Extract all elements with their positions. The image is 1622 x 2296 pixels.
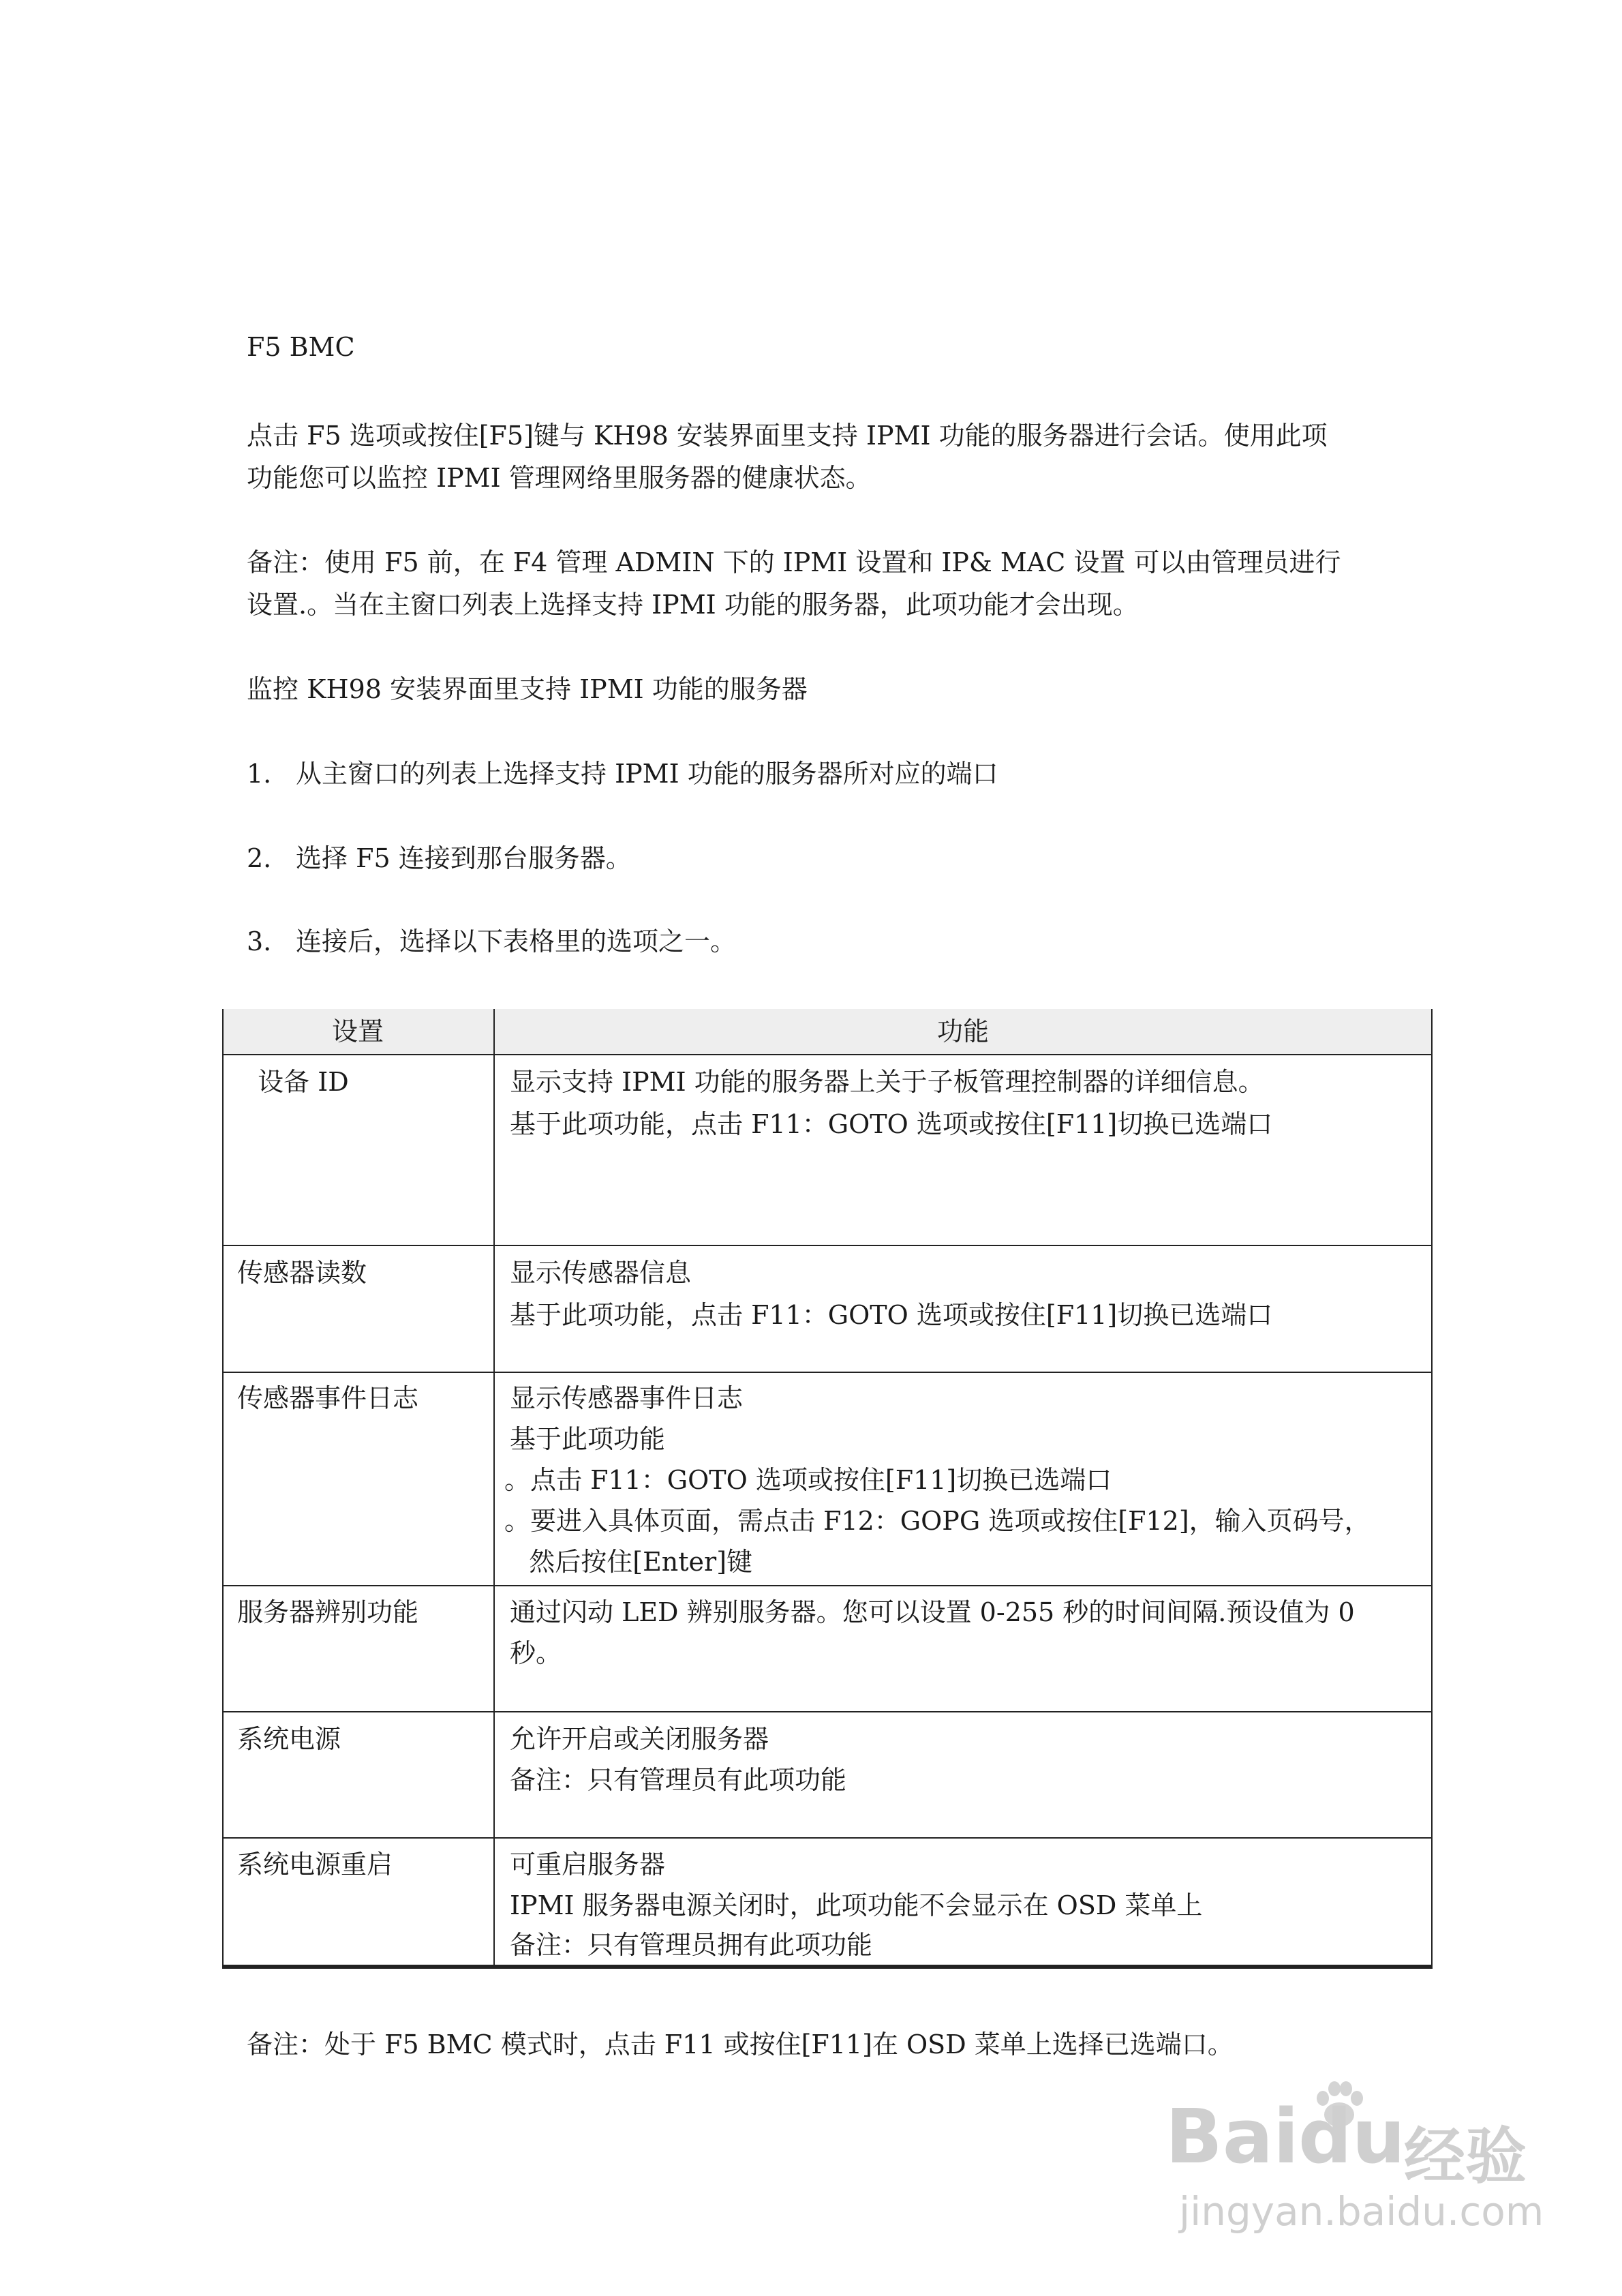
column-divider — [222, 1009, 224, 1969]
step-2 — [247, 837, 632, 879]
cell-setting-server-identify: 服务器辨别功能 — [237, 1597, 419, 1627]
cell-setting-sensor-event-log: 传感器事件日志 — [237, 1383, 419, 1413]
row-divider — [222, 1372, 1433, 1373]
cell-setting-system-power-restart: 系统电源重启 — [237, 1849, 393, 1879]
column-divider — [1431, 1009, 1433, 1969]
cell-function-device-id-2: 基于此项功能，点击 F11：GOTO 选项或按住[F11]切换已选端口 — [510, 1109, 1273, 1139]
cell-function-sensor-event-log-5: 然后按住[Enter]键 — [504, 1547, 753, 1577]
step-3 — [247, 920, 736, 963]
step-1 — [247, 753, 998, 795]
header-function: 功能 — [936, 1016, 989, 1046]
row-divider — [222, 1054, 1433, 1055]
cell-function-sensor-event-log-3: 。点击 F11：GOTO 选项或按住[F11]切换已选端口 — [504, 1465, 1112, 1495]
cell-function-sensor-event-log-1: 显示传感器事件日志 — [510, 1383, 744, 1413]
cell-function-server-identify-1: 通过闪动 LED 辨别服务器。您可以设置 0-255 秒的时间间隔.预设值为 0 — [510, 1597, 1355, 1627]
cell-function-system-power-restart-3: 备注：只有管理员拥有此项功能 — [510, 1930, 873, 1960]
note-line-2: 设置.。当在主窗口列表上选择支持 IPMI 功能的服务器，此项功能才会出现。 — [247, 590, 1139, 620]
subheading: 监控 KH98 安装界面里支持 IPMI 功能的服务器 — [247, 674, 808, 704]
watermark-url: jingyan.baidu.com — [1179, 2188, 1544, 2235]
cell-function-system-power-restart-2: IPMI 服务器电源关闭时，此项功能不会显示在 OSD 菜单上 — [510, 1890, 1203, 1920]
step-1-text: 从主窗口的列表上选择支持 IPMI 功能的服务器所对应的端口 — [296, 759, 998, 789]
cell-function-sensor-event-log-2: 基于此项功能 — [510, 1424, 666, 1454]
cell-setting-system-power: 系统电源 — [237, 1724, 341, 1754]
baidu-jingyan-watermark — [1152, 2079, 1544, 2250]
cell-setting-sensor-reading: 传感器读数 — [237, 1258, 367, 1288]
step-2-number: 2. — [247, 843, 272, 873]
cell-function-system-power-restart-1: 可重启服务器 — [510, 1849, 666, 1879]
intro-line-1: 点击 F5 选项或按住[F5]键与 KH98 安装界面里支持 IPMI 功能的服务器进行会话。使用此项 — [247, 421, 1328, 451]
cell-function-sensor-event-log-4: 。要进入具体页面，需点击 F12：GOPG 选项或按住[F12]，输入页码号， — [504, 1506, 1371, 1536]
settings-table — [222, 1009, 1433, 1970]
column-divider — [493, 1009, 495, 1969]
cell-function-server-identify-2: 秒。 — [510, 1638, 562, 1668]
cell-function-sensor-reading-2: 基于此项功能，点击 F11：GOTO 选项或按住[F11]切换已选端口 — [510, 1300, 1273, 1330]
row-divider — [222, 1837, 1433, 1839]
note-line-1: 备注：使用 F5 前，在 F4 管理 ADMIN 下的 IPMI 设置和 IP& MAC 设置 可以由管理员进行 — [247, 547, 1341, 577]
footer-note: 备注：处于 F5 BMC 模式时，点击 F11 或按住[F11]在 OSD 菜单上选择已选端口。 — [247, 2029, 1234, 2059]
cell-function-system-power-2: 备注：只有管理员有此项功能 — [510, 1765, 847, 1795]
watermark-brand-2: du — [1298, 2093, 1406, 2180]
watermark-brand: Bai — [1165, 2093, 1299, 2180]
step-2-text: 选择 F5 连接到那台服务器。 — [296, 843, 632, 873]
step-1-number: 1. — [247, 759, 272, 789]
row-divider — [222, 1585, 1433, 1586]
intro-line-2: 功能您可以监控 IPMI 管理网络里服务器的健康状态。 — [247, 463, 872, 493]
cell-function-device-id-1: 显示支持 IPMI 功能的服务器上关于子板管理控制器的详细信息。 — [510, 1067, 1264, 1097]
row-divider — [222, 1245, 1433, 1246]
step-3-number: 3. — [247, 926, 272, 956]
header-setting: 设置 — [331, 1016, 384, 1046]
row-divider — [222, 1711, 1433, 1712]
doc-heading: F5 BMC — [247, 332, 355, 362]
watermark-cn: 经验 — [1404, 2121, 1527, 2192]
step-3-text: 连接后，选择以下表格里的选项之一。 — [296, 926, 737, 956]
cell-function-sensor-reading-1: 显示传感器信息 — [510, 1258, 692, 1288]
cell-function-system-power-1: 允许开启或关闭服务器 — [510, 1724, 769, 1754]
cell-setting-device-id: 设备 ID — [241, 1067, 349, 1097]
